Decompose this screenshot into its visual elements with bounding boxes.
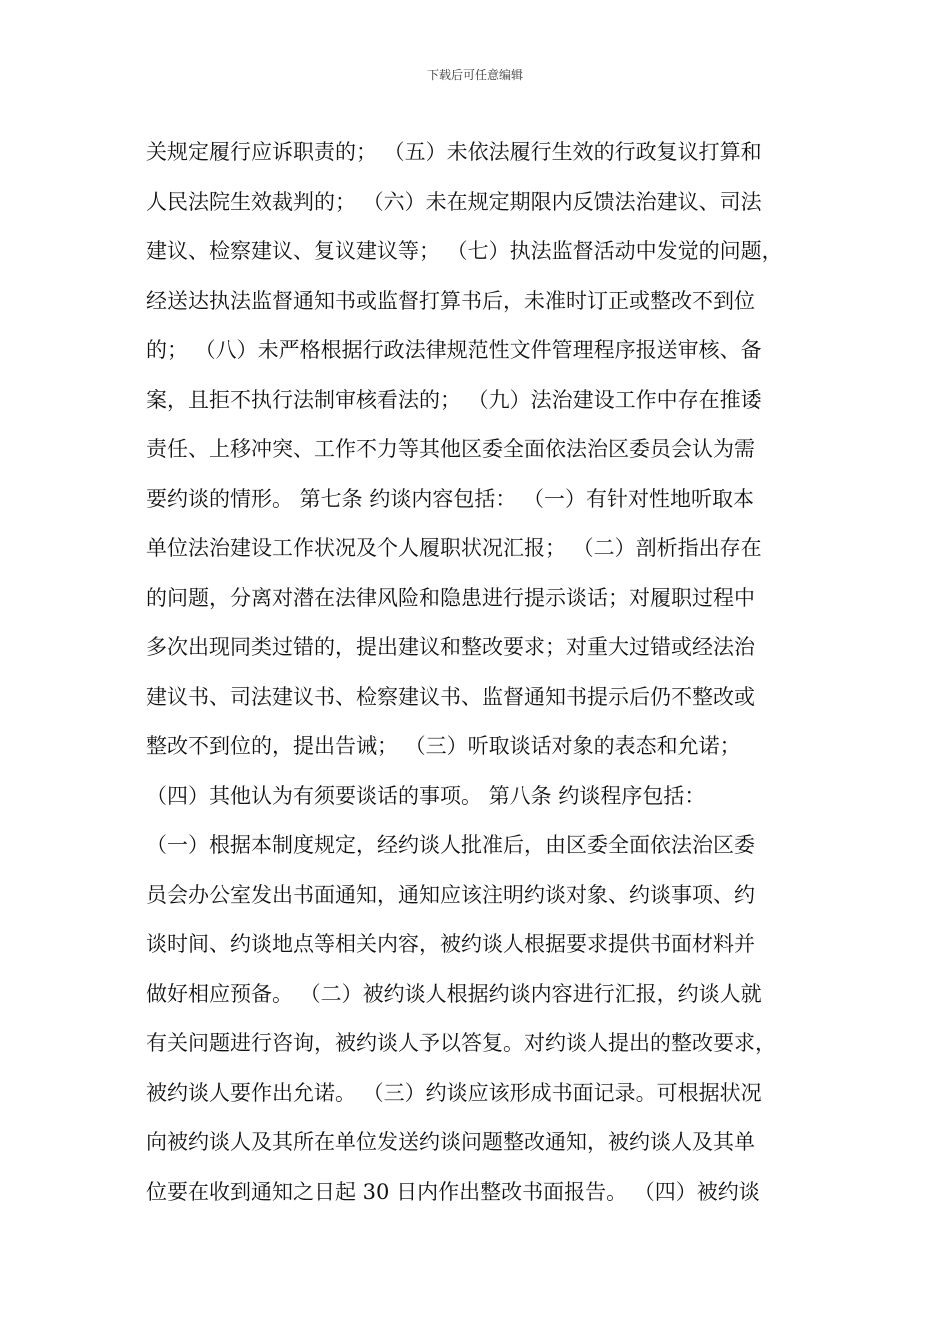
text-line: 的问题，分离对潜在法律风险和隐患进行提示谈话；对履职过程中 (146, 585, 755, 610)
text-line: 位要在收到通知之日起 30 日内作出整改书面报告。 （四）被约谈 (146, 1179, 760, 1204)
text-line: 责任、上移冲突、工作不力等其他区委全面依法治区委员会认为需 (146, 437, 755, 461)
text-line: 多次出现同类过错的，提出建议和整改要求；对重大过错或经法治 (146, 635, 755, 659)
text-line: 有关问题进行咨询，被约谈人予以答复。对约谈人提出的整改要求， (146, 1031, 776, 1055)
text-line: 建议、检察建议、复议建议等； （七）执法监督活动中发觉的问题， (146, 239, 783, 263)
text-line: 人民法院生效裁判的； （六）未在规定期限内反馈法治建议、司法 (146, 189, 762, 214)
document-body (146, 128, 826, 1217)
text-line: 谈时间、约谈地点等相关内容，被约谈人根据要求提供书面材料并 (146, 932, 755, 956)
text-line: 单位法治建设工作状况及个人履职状况汇报； （二）剖析指出存在 (146, 536, 762, 560)
text-line: 做好相应预备。 （二）被约谈人根据约谈内容进行汇报，约谈人就 (146, 981, 762, 1006)
text-line: 要约谈的情形。 第七条 约谈内容包括： （一）有针对性地听取本 (146, 486, 755, 511)
text-line: 整改不到位的，提出告诫； （三）听取谈话对象的表态和允诺； (146, 734, 741, 758)
text-line: （四）其他认为有须要谈话的事项。 第八条 约谈程序包括： (146, 783, 706, 808)
text-line: 向被约谈人及其所在单位发送约谈问题整改通知，被约谈人及其单 (146, 1130, 755, 1154)
text-line: 经送达执法监督通知书或监督打算书后，未准时订正或整改不到位 (146, 288, 755, 313)
text-line: 案，且拒不执行法制审核看法的； （九）法治建设工作中存在推诿 (146, 387, 762, 412)
text-line: （一）根据本制度规定，经约谈人批准后，由区委全面依法治区委 (146, 833, 755, 857)
page-header: 下载后可任意编辑 (426, 68, 523, 82)
text-line: 关规定履行应诉职责的； （五）未依法履行生效的行政复议打算和 (146, 140, 762, 164)
text-line: 被约谈人要作出允诺。 （三）约谈应该形成书面记录。可根据状况 (146, 1080, 762, 1105)
text-line: 的； （八）未严格根据行政法律规范性文件管理程序报送审核、备 (146, 338, 762, 362)
text-line: 员会办公室发出书面通知，通知应该注明约谈对象、约谈事项、约 (146, 882, 755, 907)
text-line: 建议书、司法建议书、检察建议书、监督通知书提示后仍不整改或 (146, 684, 755, 709)
